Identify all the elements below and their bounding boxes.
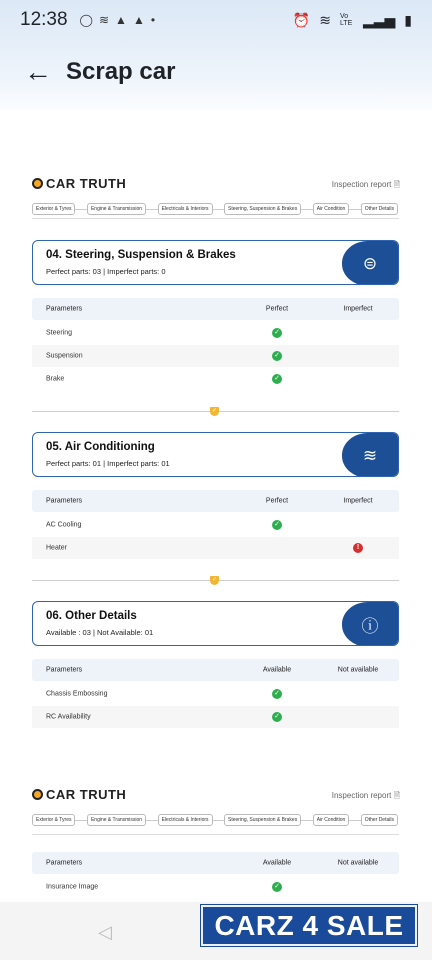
section-header [32, 432, 399, 477]
volte-label: Vo LTE [339, 13, 353, 27]
tab-1[interactable]: Engine & Transmission [87, 203, 146, 215]
nav-back-icon[interactable]: ◁ [98, 922, 112, 942]
section-title: 06. Other Details [46, 610, 137, 622]
alarm-icon: ⏰ [292, 11, 311, 28]
tab-connector [213, 209, 224, 210]
tab-connector [349, 820, 360, 821]
row-label: AC Cooling [46, 521, 82, 529]
row-label: Insurance Image [46, 883, 99, 891]
ac-vent-icon: ≋ [342, 433, 398, 477]
table-row [32, 683, 399, 705]
table-row [32, 876, 399, 898]
tab-2[interactable]: Electricals & Interiors [158, 203, 213, 215]
shield-icon: ✓ [211, 577, 218, 583]
battery-icon: ▮ [404, 11, 412, 28]
table-header: Parameters Perfect Imperfect [32, 298, 399, 320]
table-header: Parameters Available Not available [32, 852, 399, 874]
table-header: Parameters Perfect Imperfect [32, 490, 399, 512]
tab-0[interactable]: Exterior & Tyres [32, 814, 75, 826]
tab-connector [146, 209, 157, 210]
check-icon: ✓ [272, 520, 282, 530]
tab-connector [301, 209, 312, 210]
page-title: Scrap car [66, 58, 176, 85]
tab-connector [301, 820, 312, 821]
tab-connector [213, 820, 224, 821]
check-icon: ✓ [272, 374, 282, 384]
logo-mark-icon [32, 789, 43, 800]
divider [32, 834, 399, 835]
app-bar [24, 58, 175, 86]
whatsapp-icon: ◯ [79, 13, 93, 27]
car-truth-logo: CAR TRUTH [32, 787, 126, 802]
check-icon: ✓ [272, 328, 282, 338]
tab-connector [75, 209, 86, 210]
wifi-icon: ≋ [319, 11, 331, 28]
info-icon: ⓘ [342, 602, 398, 646]
section-title: 04. Steering, Suspension & Brakes [46, 249, 236, 261]
tab-connector [146, 820, 157, 821]
status-bar [0, 0, 432, 40]
row-label: RC Availability [46, 713, 91, 721]
table-row [32, 345, 399, 367]
table-row [32, 514, 399, 536]
section-summary: Perfect parts: 01 | Imperfect parts: 01 [46, 459, 170, 468]
check-icon: ✓ [272, 689, 282, 699]
watermark-logo: CARZ 4 SALE [201, 905, 417, 946]
tab-0[interactable]: Exterior & Tyres [32, 203, 75, 215]
status-time: 12:38 [20, 9, 68, 30]
section-tabs [32, 814, 398, 826]
header-parameters: Parameters [46, 305, 83, 313]
back-arrow-icon[interactable]: ← [24, 56, 52, 87]
tab-3[interactable]: Steering, Suspension & Brakes [224, 203, 301, 215]
tab-1[interactable]: Engine & Transmission [87, 814, 146, 826]
table-row [32, 368, 399, 390]
car-truth-logo: CAR TRUTH [32, 176, 126, 191]
table-row [32, 322, 399, 344]
header-parameters: Parameters [46, 859, 83, 867]
section-header [32, 240, 399, 285]
row-label: Steering [46, 329, 73, 337]
tab-5[interactable]: Other Details [361, 814, 398, 826]
row-label: Suspension [46, 352, 83, 360]
notification-icon: ▲ [115, 13, 127, 27]
notification-icon: ≋ [98, 13, 110, 27]
logo-mark-icon [32, 178, 43, 189]
tab-4[interactable]: Air Condition [313, 814, 350, 826]
row-label: Brake [46, 375, 65, 383]
header-parameters: Parameters [46, 666, 83, 674]
tab-connector [349, 209, 360, 210]
divider [32, 218, 399, 219]
check-icon: ✓ [272, 351, 282, 361]
section-header [32, 601, 399, 646]
inspection-report-label: Inspection report 🗎 [331, 180, 400, 189]
section-summary: Perfect parts: 03 | Imperfect parts: 0 [46, 267, 166, 276]
tab-4[interactable]: Air Condition [313, 203, 350, 215]
table-header: Parameters Available Not available [32, 659, 399, 681]
row-label: Heater [46, 544, 68, 552]
shield-icon: ✓ [211, 408, 218, 414]
notification-icon: ▲ [132, 13, 145, 27]
inspection-report-label: Inspection report 🗎 [331, 791, 400, 800]
row-label: Chassis Embossing [46, 690, 108, 698]
signal-icon: ▂▃▅ [362, 11, 396, 28]
check-icon: ✓ [272, 882, 282, 892]
header-parameters: Parameters [46, 497, 83, 505]
table-row [32, 706, 399, 728]
tab-5[interactable]: Other Details [361, 203, 398, 215]
section-title: 05. Air Conditioning [46, 441, 155, 453]
tab-2[interactable]: Electricals & Interiors [158, 814, 213, 826]
alert-icon: ! [353, 543, 363, 553]
section-summary: Available : 03 | Not Available: 01 [46, 628, 154, 637]
tab-3[interactable]: Steering, Suspension & Brakes [224, 814, 301, 826]
section-tabs [32, 203, 398, 215]
tab-connector [75, 820, 86, 821]
table-row [32, 537, 399, 559]
steering-wheel-icon: ⊜ [342, 241, 398, 285]
dot-icon: • [150, 13, 156, 27]
check-icon: ✓ [272, 712, 282, 722]
